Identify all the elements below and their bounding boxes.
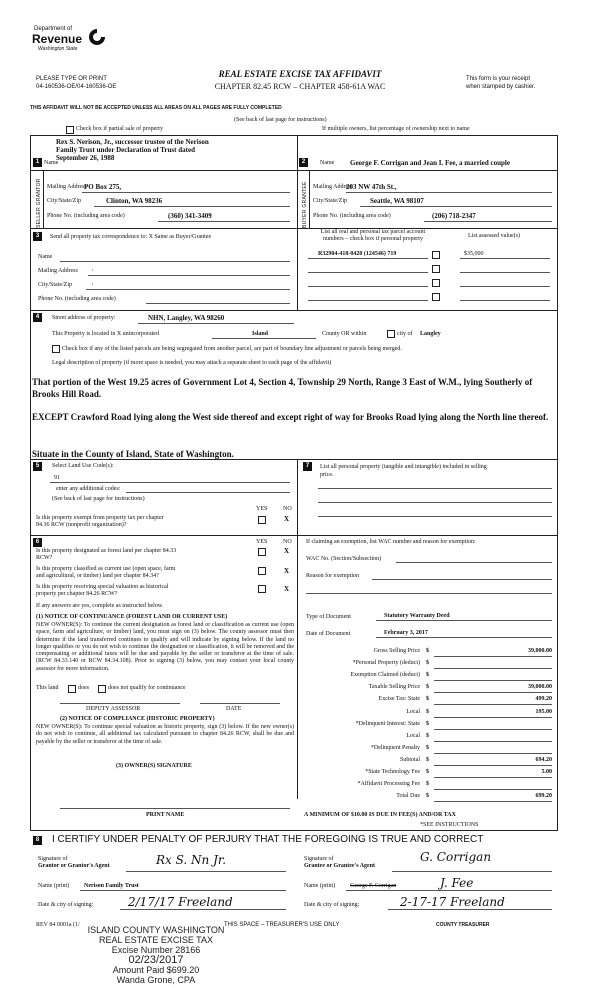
land-does-label: does [78,685,89,691]
grantor-name-label: Name (print) [38,883,70,889]
fee-label: *Delinquent Interest: State [355,720,420,727]
warning-text: THIS AFFIDAVIT WILL NOT BE ACCEPTED UNLESS ALL AREAS ON ALL PAGES ARE FULLY COMPLETED [30,105,282,111]
owner-signature-label: (3) OWNER(S) SIGNATURE [116,763,192,769]
rev-number: REV 84 0001a (1/ [36,922,80,928]
section-1-marker: 1 [33,158,42,167]
buyer-mailing-label: Mailing Address [313,184,353,190]
fee-label: *Affidavit Processing Fee [357,781,420,788]
fee-dollar-sign: $ [426,732,429,739]
print-note: PLEASE TYPE OR PRINT [36,76,107,82]
buyer-city[interactable]: Seattle, WA 98107 [370,197,424,205]
county-label: County OR within [322,331,367,337]
parcel-personal-checkbox-3[interactable] [432,279,440,287]
land-qualify-label: This land [36,685,59,691]
legal-description-label: Legal description of property (if more space is needed, you may attach a separate sheet to each page of the affidavit) [52,360,332,366]
fee-label: Local [406,708,420,715]
grantor-date-city[interactable]: 2/17/17 Freeland [128,895,233,909]
land-does-not-label: does not qualify for continuance [108,685,186,691]
grantor-signature-label: Signature of Grantor or Grantor's Agent [38,856,110,869]
fee-dollar-sign: $ [426,756,429,763]
doc-type-label: Type of Document [306,614,351,620]
doc-date-label: Date of Document [306,631,351,637]
fee-value[interactable]: 499.20 [535,696,552,703]
buyer-name[interactable]: George F. Corrigan and Jean I. Fee, a married couple [350,159,510,167]
segregated-checkbox[interactable] [52,345,60,353]
print-name-label: PRINT NAME [146,812,185,818]
historic-question: Is this property receiving special valuation as historical property per chapter 84.26 RCW? [36,584,169,597]
wac-label: WAC No. (Section/Subsection) [306,556,382,562]
corr-mailing[interactable]: , [92,266,94,272]
fee-row [306,696,554,706]
forest-question: Is this property designated as forest land per chapter 84.33 RCW? [36,548,177,561]
grantee-signature-label: Signature of Grantee or Grantee's Agent [304,856,376,869]
yes-header-5: YES [256,506,268,512]
fee-dollar-sign: $ [426,696,429,703]
current-use-yes-checkbox[interactable] [258,567,266,575]
parcel-personal-checkbox-1[interactable] [432,251,440,259]
grantee-signature[interactable]: G. Corrigan [420,850,492,864]
section-7-marker: 7 [303,462,312,471]
grantor-date-label: Date & city of signing: [38,902,94,908]
fee-value[interactable]: 39,000.00 [528,684,552,691]
fee-row [306,672,554,682]
minimum-fee-note: A MINIMUM OF $10.00 IS DUE IN FEE(S) AND/OR TAX [304,812,456,818]
exempt-question: Is this property exempt from property tax per chapter 84.36 RCW (nonprofit organization)? [36,515,164,528]
parcel-personal-checkbox-2[interactable] [432,265,440,273]
fee-value[interactable]: 39,000.00 [528,648,552,654]
corr-city-label: City/State/Zip [38,282,72,288]
segregated-label: Check box if any of the listed parcels are being segregated from another parcel, are part of boundary line adjustment or parcels being merged. [62,346,402,352]
fee-dollar-sign: $ [426,720,429,727]
seller-name: Rex S. Nerison, Jr., successor trustee of the Nerison Family Trust under Declaration of Trust dated September 26, 1988 [56,138,209,162]
notice-continuance-title: (1) NOTICE OF CONTINUANCE (FOREST LAND OR CURRENT USE) [36,614,228,620]
seller-city[interactable]: Clinton, WA 98236 [106,197,163,205]
receipt-line1: This form is your receipt [466,76,531,82]
street-address[interactable]: NHN, Langley, WA 98260 [148,314,225,322]
fee-label: Exemption Claimed (deduct) [350,672,420,679]
seller-phone[interactable]: (360) 341-3409 [168,212,212,220]
legal-description-2: EXCEPT Crawford Road lying along the West side thereof and except right of way for Brooks Road lying along the North line thereof. [32,412,549,422]
agency-line1: Department of [34,26,73,32]
buyer-city-label: City/State/Zip [313,198,347,204]
personal-property-label: List all personal property (tangible and intangible) included in selling price. [320,464,487,478]
city-label: city of [397,331,413,337]
grantee-name[interactable]: George F. Corrigan [350,883,397,889]
see-back-note: (See back of last page for instructions) [52,496,145,502]
located-label: This Property is located in X unincorporated [52,331,159,337]
revenue-logo [30,26,120,56]
current-use-no-mark[interactable]: X [284,567,290,575]
multiple-owners-note: If multiple owners, list percentage of ownership next to name [322,126,470,132]
fee-label: Taxable Selling Price [368,684,420,691]
fee-dollar-sign: $ [426,793,429,800]
agency-line3: Washington State [38,46,78,52]
seller-label: SELLER GRANTOR [36,178,42,228]
fee-label: *Delinquent Penalty [370,744,420,751]
section-3-marker: 3 [33,232,42,241]
notice-compliance-title: (2) NOTICE OF COMPLIANCE (HISTORIC PROPERTY) [60,716,215,722]
form-chapter: CHAPTER 82.45 RCW – CHAPTER 458-61A WAC [214,82,386,91]
notice-continuance-body: NEW OWNER(S): To continue the current designation as forest land or classification as current use (open space, farm and agriculture, or timber) land, you must sign on (3) below. The county assessor must then determine if the land transferred continues to qualify and will indicate by signing below. If the land no longer qualifies or you do not wish to continue the designation or classification, it will be removed and the compensating or additional taxes will be due and payable by the seller or transferor at the time of sale. (RCW 84.33.140 or RCW 84.34.108). Prior to signing (3) below, you may contact your local county assessor for more information. [36,622,294,672]
partial-sale-checkbox[interactable] [66,126,74,134]
within-city-checkbox[interactable] [387,330,395,338]
deputy-assessor-label: DEPUTY ASSESSOR [86,706,141,712]
county-treasurer-label: COUNTY TREASURER [436,922,490,928]
exempt-yes-checkbox[interactable] [258,516,266,524]
fee-row [306,709,554,719]
grantor-name[interactable]: Nerison Family Trust [84,883,139,889]
parcel-number[interactable]: R32904-418-0420 (124546) 719 [318,251,397,257]
treasurer-stamp: ISLAND COUNTY WASHINGTON REAL ESTATE EXCISE TAX Excise Number 28166 02/23/2017 Amount Paid $699.20 Wanda Grone, CPA [87,925,225,985]
buyer-phone-label: Phone No. (including area code) [313,213,391,219]
buyer-name-label: Name [320,160,335,166]
receipt-line2: when stamped by cashier. [466,84,536,90]
fee-dollar-sign: $ [426,744,429,751]
no-header-6: NO [283,539,292,545]
legal-description-3: Situate in the County of Island, State of Washington. [32,449,234,459]
seller-name-label: Name [44,160,59,166]
fee-dollar-sign: $ [426,684,429,691]
land-does-checkbox[interactable] [68,685,76,693]
grantor-signature[interactable]: Rx S. Nn Jr. [156,853,227,867]
forest-yes-checkbox[interactable] [258,548,266,556]
instructions-note: (See back of last page for instructions) [234,117,327,123]
assessed-header: List assessed value(s) [468,233,520,239]
corr-phone-label: Phone No. (including area code) [38,296,116,302]
property-city[interactable]: Langley [420,331,441,337]
fee-row [306,769,554,779]
fee-dollar-sign: $ [426,648,429,654]
if-yes-note: If any answers are yes, complete as instructed below. [36,603,164,609]
fee-label: Excise Tax: State [378,696,420,703]
doc-type[interactable]: Statutory Warranty Deed [384,613,450,619]
fee-label: Subtotal [399,756,420,763]
partial-sale-label: Check box if partial sale of property [76,126,163,132]
fee-label: Local [406,732,420,739]
notice-compliance-body: NEW OWNER(S): To continue special valuation as historic property, sign (3) below. If the new owner(s) do not wish to continue, all additional tax calculated pursuant to chapter 84.26 RCW, shall be due and payable by the seller or transferor at the time of sale. [36,724,294,745]
section-5-marker: 5 [33,462,42,471]
grantee-name-handwritten[interactable]: J. Fee [440,876,474,890]
parcel-personal-checkbox-4[interactable] [432,293,440,301]
land-use-code[interactable]: 91 [54,475,60,481]
form-title: REAL ESTATE EXCISE TAX AFFIDAVIT [218,69,382,79]
land-use-label: Select Land Use Code(s): [52,463,114,469]
fee-label: *State Technology Fee [365,769,420,775]
forest-no-mark[interactable]: X [284,547,290,555]
grantee-date-label: Date & city of signing: [304,902,360,908]
fee-label: Gross Selling Price [373,648,420,654]
fee-row [306,660,554,670]
doc-date[interactable]: February 3, 2017 [384,630,428,636]
assessed-value[interactable]: $35,000 [464,251,484,257]
fee-row [306,793,554,803]
fee-dollar-sign: $ [426,769,429,775]
corr-name-label: Name [38,254,53,260]
certify-statement: I CERTIFY UNDER PENALTY OF PERJURY THAT THE FOREGOING IS TRUE AND CORRECT [52,834,484,845]
fee-dollar-sign: $ [426,708,429,715]
fee-row [306,781,554,791]
fee-dollar-sign: $ [426,672,429,679]
corr-mailing-label: Mailing Address [38,268,78,274]
agency-line2: Revenue [32,32,83,46]
street-label: Street address of property: [52,315,116,321]
land-does-not-checkbox[interactable] [98,685,106,693]
fee-value[interactable]: 699.20 [535,793,552,800]
fee-row [306,684,554,694]
section-8-marker: 8 [33,836,42,845]
fee-row [306,721,554,731]
fee-row [306,745,554,755]
treasurer-use-note: THIS SPACE – TREASURER'S USE ONLY [224,922,340,928]
seller-mailing-label: Mailing Address [47,184,87,190]
see-instructions-note: *SEE INSTRUCTIONS [420,822,479,828]
seller-mailing[interactable]: PO Box 275, [84,183,122,191]
no-header-5: NO [283,506,292,512]
historic-no-mark[interactable]: X [284,585,290,593]
reason-label: Reason for exemption [306,573,359,579]
additional-codes-label: enter any additional codes: [56,486,121,492]
fee-dollar-sign: $ [426,781,429,788]
parcels-header: List all real and personal tax parcel account numbers – check box if personal property [320,229,426,242]
correspondence-label: Send all property tax correspondence to: X Same as Buyer/Grantee [50,234,212,240]
yes-header-6: YES [256,539,268,545]
section-4-marker: 4 [33,313,42,322]
section-6-marker: 6 [33,538,42,547]
form-numbers: 04-160536-OE/04-160536-OE [36,84,117,90]
seller-city-label: City/State/Zip [47,198,81,204]
grantee-date-city[interactable]: 2-17-17 Freeland [400,895,505,909]
exemption-label: If claiming an exemption, list WAC number and reason for exemption: [306,539,476,545]
fee-label: Total Due [396,793,420,800]
legal-description-1: That portion of the West 19.25 acres of Government Lot 4, Section 4, Township 29 North, Range 3 East of W.M., lying Southerly of Brooks Hill Road. [32,377,533,399]
fee-label: *Personal Property (deduct) [352,660,420,667]
fee-value[interactable]: 5.00 [541,769,552,775]
fee-row [306,733,554,743]
exempt-no-mark[interactable]: X [284,515,290,523]
fee-row [306,648,554,658]
property-county[interactable]: Island [252,331,269,337]
buyer-label: BUYER GRANTEE [302,181,308,228]
corr-city[interactable]: , [92,280,94,286]
revenue-emblem-icon [88,28,106,46]
seller-phone-label: Phone No. (including area code) [47,213,125,219]
grantee-name-label: Name (print) [304,883,336,889]
fee-dollar-sign: $ [426,660,429,667]
fee-row [306,757,554,767]
fee-value[interactable]: 195.00 [535,708,552,715]
section-2-marker: 2 [299,158,308,167]
deputy-date-label: DATE [226,706,242,712]
fee-value[interactable]: 694.20 [535,756,552,763]
historic-yes-checkbox[interactable] [258,585,266,593]
buyer-mailing[interactable]: 203 NW 47th St., [346,183,397,191]
current-use-question: Is this property classified as current use (open space, farm and agricultural, or timber) land per chapter 84.34? [36,566,176,579]
buyer-phone[interactable]: (206) 718-2347 [432,212,476,220]
